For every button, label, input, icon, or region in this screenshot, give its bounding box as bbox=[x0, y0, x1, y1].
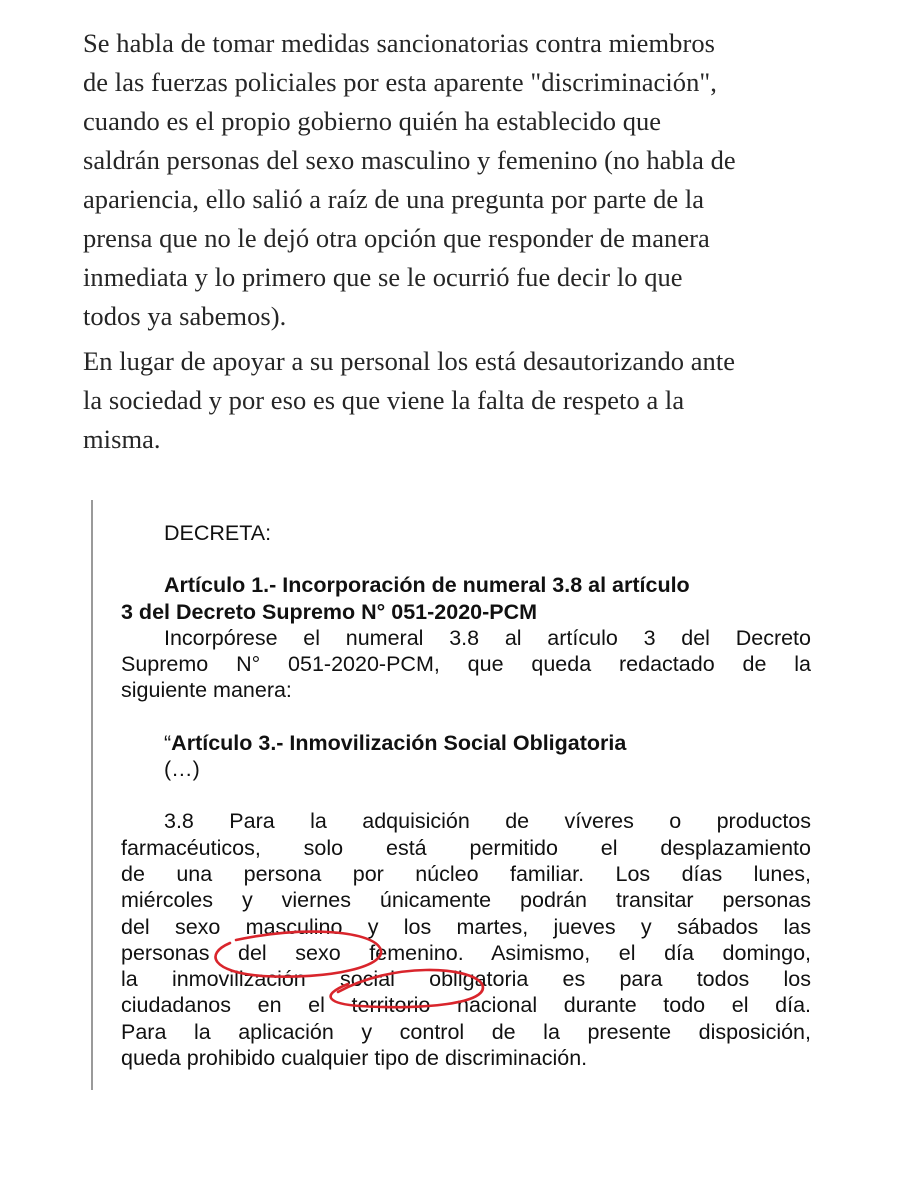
numeral-line: la inmovilización social obligatoria es para todos los bbox=[121, 967, 811, 992]
numeral-line: miércoles y viernes únicamente podrán transitar personas bbox=[121, 888, 811, 913]
text-line: de las fuerzas policiales por esta aparente "discriminación", bbox=[83, 67, 717, 97]
blockquote-bar bbox=[91, 500, 93, 1090]
quote-mark: “ bbox=[164, 730, 172, 755]
text-line: misma. bbox=[83, 424, 161, 454]
text-line: En lugar de apoyar a su personal los está desautorizando ante bbox=[83, 346, 736, 376]
numeral-3-8 bbox=[121, 808, 811, 1071]
article-text bbox=[83, 24, 893, 465]
numeral-line: ciudadanos en el territorio nacional durante todo el día. bbox=[121, 993, 811, 1018]
numeral-line: queda prohibido cualquier tipo de discriminación. bbox=[121, 1046, 588, 1071]
paragraph-2 bbox=[83, 342, 893, 459]
article-1-body-line: Incorpórese el numeral 3.8 al artículo 3 del Decreto bbox=[164, 625, 811, 650]
article-1-body-line: Supremo N° 051-2020-PCM, que queda redactado de la bbox=[121, 652, 811, 677]
paragraph-1 bbox=[83, 24, 893, 336]
text-line: prensa que no le dejó otra opción que responder de manera bbox=[83, 223, 710, 253]
decree-heading: DECRETA: bbox=[164, 521, 272, 545]
decree-excerpt-image bbox=[121, 520, 811, 1071]
article-1-title-line: Artículo 1.- Incorporación de numeral 3.8 al artículo bbox=[164, 573, 690, 598]
ellipsis: (…) bbox=[164, 757, 200, 782]
article-3-title-text: Artículo 3.- Inmovilización Social Obligatoria bbox=[171, 730, 627, 755]
numeral-line: del sexo masculino y los martes, jueves y sábados las bbox=[121, 914, 811, 939]
text-line: la sociedad y por eso es que viene la falta de respeto a la bbox=[83, 385, 685, 415]
text-line: cuando es el propio gobierno quién ha establecido que bbox=[83, 106, 662, 136]
article-1-body bbox=[121, 625, 811, 704]
numeral-line: personas del sexo femenino. Asimismo, el día domingo, bbox=[121, 940, 811, 965]
article-1-title bbox=[121, 572, 811, 625]
text-line: inmediata y lo primero que se le ocurrió fue decir lo que bbox=[83, 262, 683, 292]
numeral-line: farmacéuticos, solo está permitido el desplazamiento bbox=[121, 835, 811, 860]
article-1-body-line: siguiente manera: bbox=[121, 678, 292, 703]
text-line: apariencia, ello salió a raíz de una pregunta por parte de la bbox=[83, 184, 705, 214]
numeral-line: de una persona por núcleo familiar. Los días lunes, bbox=[121, 861, 811, 886]
article-1-title-line: 3 del Decreto Supremo N° 051-2020-PCM bbox=[121, 599, 538, 624]
text-line: Se habla de tomar medidas sancionatorias contra miembros bbox=[83, 28, 715, 58]
numeral-line: Para la aplicación y control de la presente disposición, bbox=[121, 1019, 811, 1044]
text-line: todos ya sabemos). bbox=[83, 301, 287, 331]
text-line: saldrán personas del sexo masculino y femenino (no habla de bbox=[83, 145, 736, 175]
numeral-line: 3.8 Para la adquisición de víveres o productos bbox=[164, 809, 811, 834]
article-3-title bbox=[121, 730, 811, 783]
